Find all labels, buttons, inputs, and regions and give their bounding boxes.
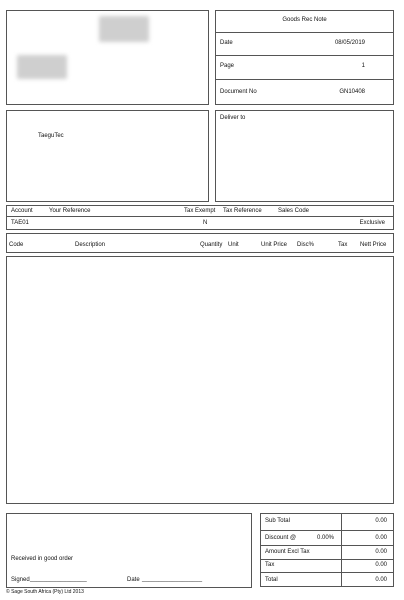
tax-label: Tax (265, 562, 275, 568)
company-address-blurred (17, 55, 67, 79)
deliver-to-label: Deliver to (220, 115, 246, 121)
discount-label: Discount @ (265, 535, 297, 541)
tax-reference-header: Tax Reference (223, 208, 262, 214)
total-value: 0.00 (375, 577, 387, 583)
your-reference-header: Your Reference (49, 208, 91, 214)
subtotal-label: Sub Total (265, 518, 290, 524)
line-items-body (6, 256, 394, 504)
date-value: 08/05/2019 (334, 40, 365, 46)
date-label: Date (220, 40, 233, 46)
document-info-block (215, 10, 394, 105)
tax-exempt-header: Tax Exempt (184, 208, 216, 214)
amount-excl-tax-label: Amount Excl Tax (265, 549, 310, 555)
supplier-name: TaeguTec (38, 133, 64, 139)
tax-exempt-value: N (203, 220, 208, 226)
document-number-label: Document No (220, 89, 257, 95)
unit-price-column-header: Unit Price (261, 242, 288, 248)
page-value: 1 (361, 63, 365, 69)
date-sign-label: Date (127, 577, 140, 583)
company-logo-blurred (99, 16, 149, 42)
copyright-text: © Sage South Africa (Pty) Ltd 2013 (6, 589, 84, 595)
signed-label: Signed (11, 577, 30, 583)
sales-code-header: Sales Code (278, 208, 310, 214)
total-label: Total (265, 577, 278, 583)
tax-value: 0.00 (375, 562, 387, 568)
document-number-value: GN10408 (339, 89, 365, 95)
tax-mode-value: Exclusive (359, 220, 385, 226)
date-sign-line: __________________ (142, 576, 203, 582)
account-header: Account (11, 208, 33, 214)
signed-line: _________________ (30, 576, 87, 582)
amount-excl-tax-value: 0.00 (375, 549, 387, 555)
account-value: TAE01 (11, 220, 29, 226)
line-items-header (6, 233, 394, 253)
supplier-block (6, 110, 209, 202)
description-column-header: Description (75, 242, 106, 248)
account-section (6, 205, 394, 230)
company-block (6, 10, 209, 105)
deliver-to-block (215, 110, 394, 202)
received-text: Received in good order (11, 556, 74, 562)
page-label: Page (220, 63, 235, 69)
signature-block (6, 513, 252, 588)
subtotal-value: 0.00 (375, 518, 387, 524)
nett-price-column-header: Nett Price (360, 242, 387, 248)
unit-column-header: Unit (228, 242, 239, 248)
discount-percent: 0.00% (317, 535, 335, 541)
document-title: Goods Rec Note (282, 17, 327, 23)
discount-value: 0.00 (375, 535, 387, 541)
tax-column-header: Tax (338, 242, 348, 248)
disc-column-header: Disc% (297, 242, 315, 248)
quantity-column-header: Quantity (200, 242, 223, 248)
totals-block (260, 513, 394, 587)
code-column-header: Code (9, 242, 24, 248)
